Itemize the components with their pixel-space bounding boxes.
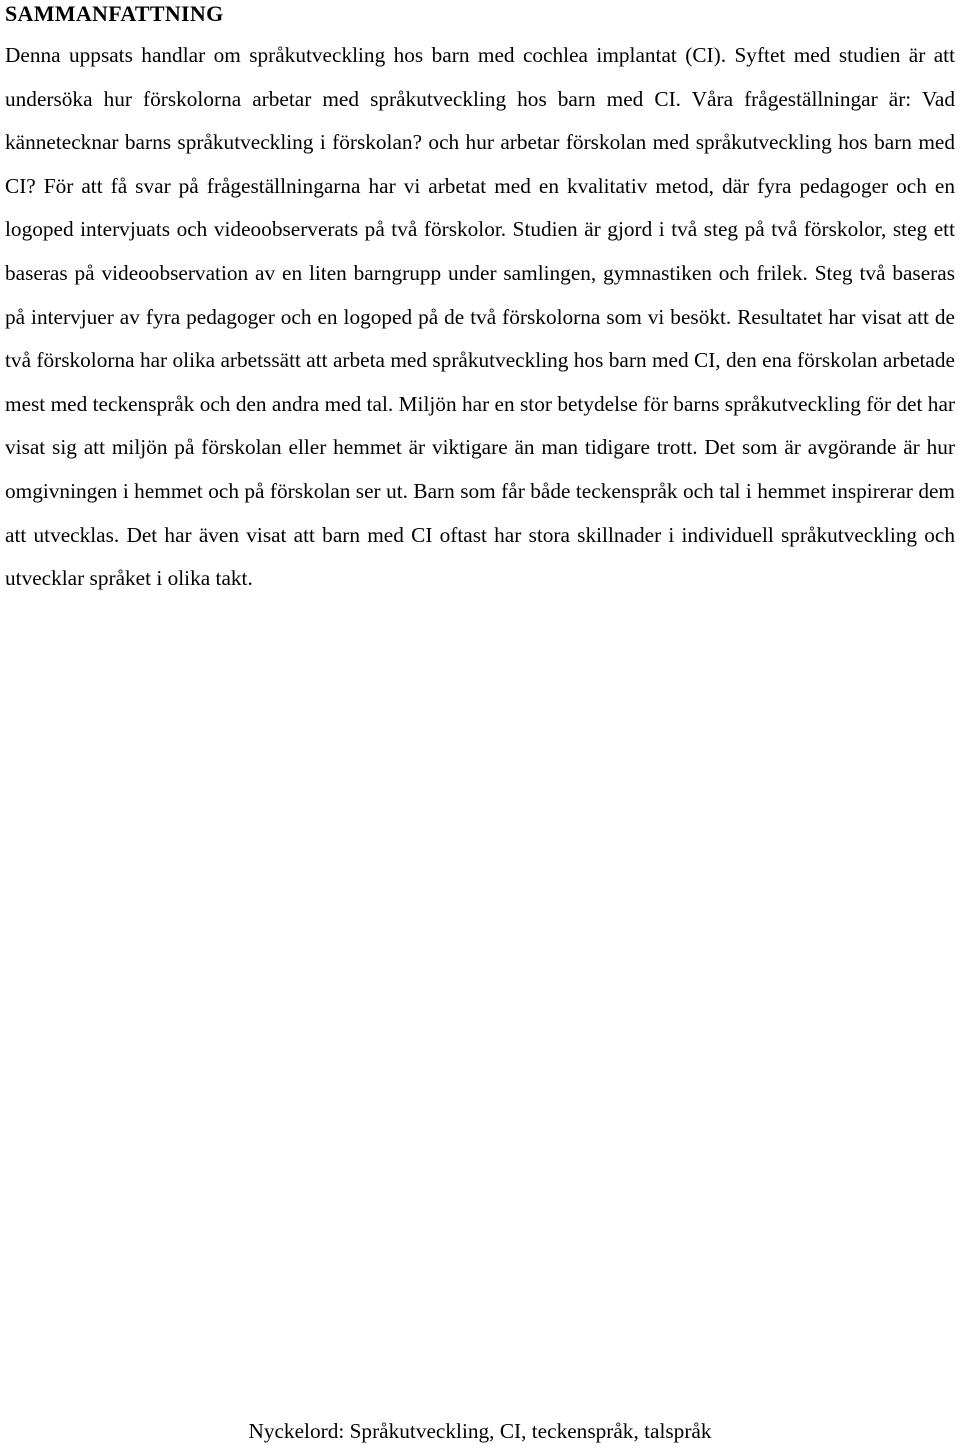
abstract-paragraph: Denna uppsats handlar om språkutveckling hos barn med cochlea implantat (CI). Syftet med studien är att undersöka hur förskolorna arbetar med språkutveckling hos barn med CI. Våra frågeställningar är: Vad kännetecknar barns språkutveckling i förskolan? och hur arbetar förskolan med språkutveckling hos barn med CI? För att få svar på frågeställningarna har vi arbetat med en kvalitativ metod, där fyra pedagoger och en logoped intervjuats och videoobserverats på två förskolor. Studien är gjord i två steg på två förskolor, steg ett baseras på videoobservation av en liten barngrupp under samlingen, gymnastiken och frilek. Steg två baseras på intervjuer av fyra pedagoger och en logoped på de två förskolorna som vi besökt. Resultatet har visat att de två förskolorna har olika arbetssätt att arbeta med språkutveckling hos barn med CI, den ena förskolan arbetade mest med teckenspråk och den andra med tal. Miljön har en stor betydelse för barns språkutveckling för det har visat sig att miljön på förskolan eller hemmet är viktigare än man tidigare trott. Det som är avgörande är hur omgivningen i hemmet och på förskolan ser ut. Barn som får både teckenspråk och tal i hemmet inspirerar dem att utvecklas. Det har även visat att barn med CI oftast har stora skillnader i individuell språkutveckling och utvecklar språket i olika takt.	[5, 43, 955, 591]
section-heading: SAMMANFATTNING	[5, 1, 224, 26]
keywords-line: Nyckelord: Språkutveckling, CI, teckenspråk, talspråk	[248, 1419, 712, 1443]
